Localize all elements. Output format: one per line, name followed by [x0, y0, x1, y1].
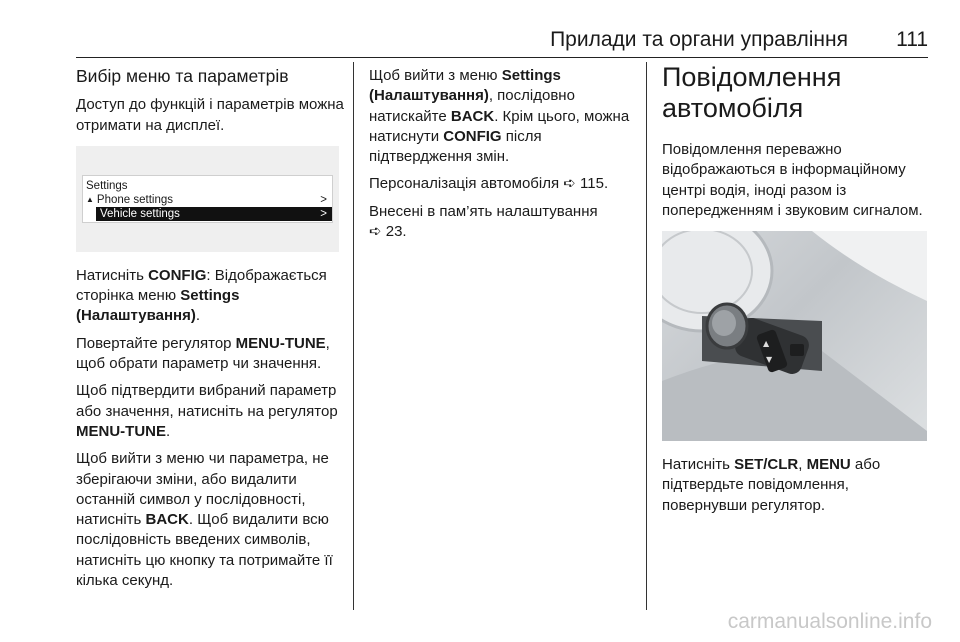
up-triangle-icon: ▲: [86, 194, 94, 204]
page-reference-link[interactable]: 23.: [385, 223, 407, 241]
chevron-right-icon: >: [320, 193, 327, 206]
display-row-phone: ▲ Phone settings >: [86, 193, 327, 206]
chevron-right-icon: >: [320, 207, 327, 220]
steering-column-stalk-photo: [662, 231, 927, 441]
paragraph-turn: Повертайте регулятор MENU-TUNE, щоб обрати параметр чи значення.: [76, 334, 330, 373]
paragraph-confirm: Щоб підтвердити вибраний параметр або значення, натисніть на регулятор MENU-TUNE.: [76, 382, 338, 440]
svg-text:▲: ▲: [763, 339, 770, 349]
header-title: Прилади та органи управління: [550, 28, 848, 51]
page-reference-link[interactable]: 115.: [580, 175, 609, 193]
display-row-vehicle-selected: Vehicle settings >: [96, 207, 332, 221]
paragraph-exit: Щоб вийти з меню Settings (Налаштування), послідовно натискайте BACK. Крім цього, можна натиснути CONFIG після підтвердження змін.: [369, 67, 630, 166]
stalk-illustration: [662, 231, 927, 441]
paragraph-confirm-message: Натисніть SET/CLR, MENU або підтвердьте повідомлення, повернувши регулятор.: [662, 456, 881, 514]
column-left: [76, 66, 344, 598]
reference-arrow-icon: ➪: [563, 175, 576, 193]
display-screen: [82, 175, 333, 223]
paragraph-memory: Внесені в пам’ять налаштування ➪ 23.: [369, 202, 598, 241]
page-header: [76, 18, 928, 58]
svg-text:▼: ▼: [766, 355, 773, 365]
paragraph-back: Щоб вийти з меню чи параметра, не зберігаючи зміни, або видалити останній символ у послідовності, натисніть BACK. Щоб видалити всю послідовність введених символів, натисніть цю кнопку та потримайте її кілька секунд.: [76, 450, 333, 590]
column-middle: [369, 66, 637, 249]
section-heading: Вибір меню та параметрів: [76, 66, 289, 86]
watermark: carmanualsonline.info: [727, 610, 932, 633]
reference-arrow-icon: ➪: [369, 223, 382, 241]
settings-display-figure: [76, 146, 339, 252]
section-heading-messages: Повідомлення автомобіля: [662, 62, 842, 123]
intro-paragraph: Повідомлення переважно відображаються в інформаційному центрі водія, іноді разом із попередженням і звуковим сигналом.: [662, 141, 923, 219]
column-divider: [353, 62, 354, 610]
paragraph-config: Натисніть CONFIG: Відображається сторінка меню Settings (Налаштування).: [76, 266, 327, 325]
paragraph-personalization: Персоналізація автомобіля ➪ 115.: [369, 175, 609, 193]
column-divider: [646, 62, 647, 610]
header-rule: [76, 57, 928, 58]
intro-paragraph: Доступ до функцій і параметрів можна отримати на дисплеї.: [76, 96, 344, 134]
display-title: Settings: [86, 179, 128, 192]
page-number: 111: [896, 28, 928, 51]
column-right: [662, 62, 930, 523]
